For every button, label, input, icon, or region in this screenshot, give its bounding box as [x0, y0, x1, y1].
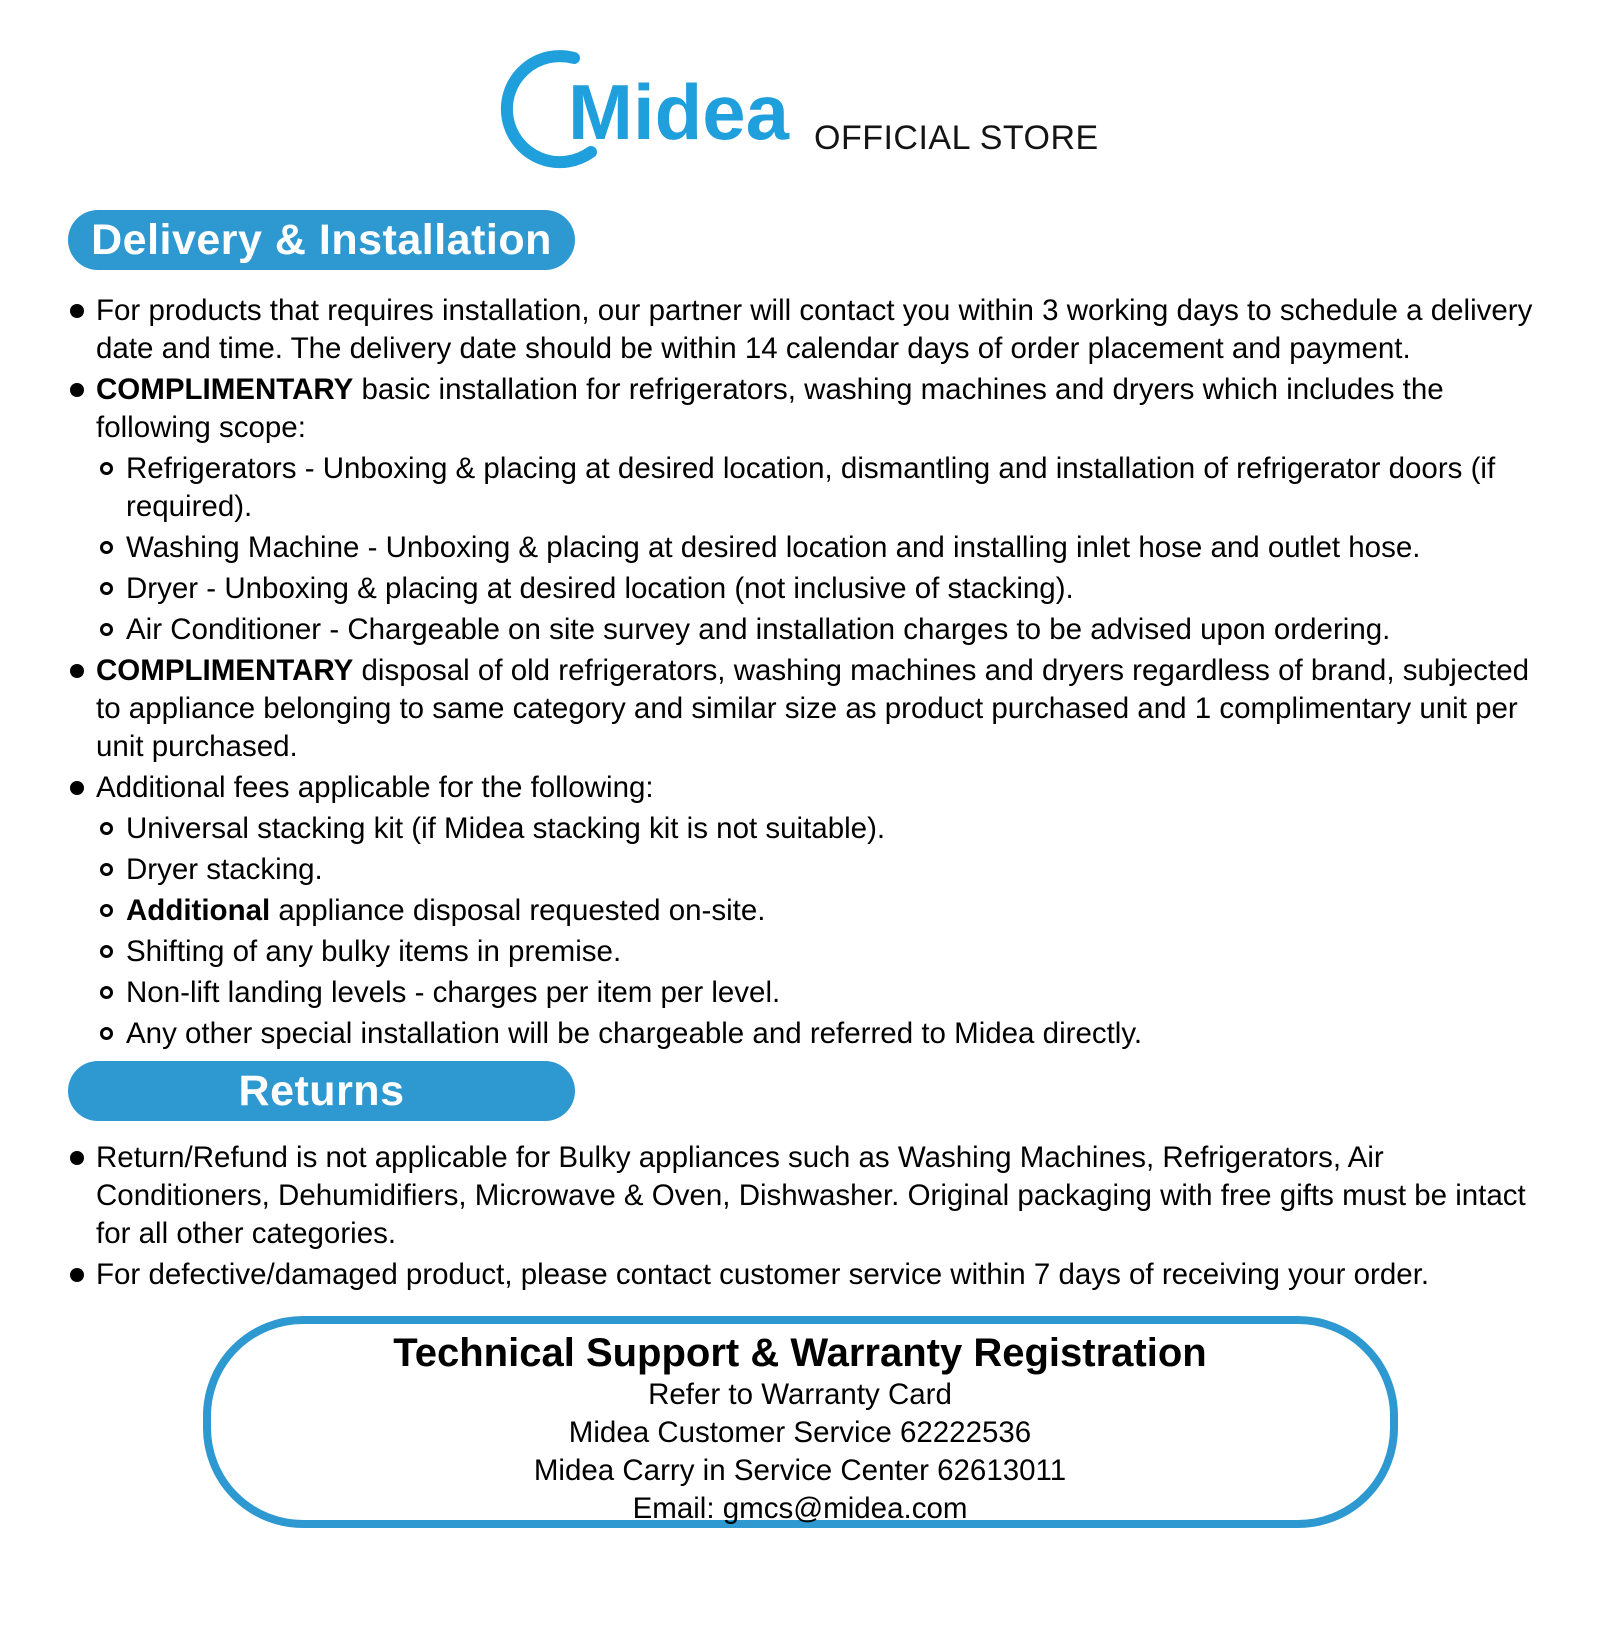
midea-wordmark: Midea	[567, 68, 789, 156]
list-item	[0, 1015, 1600, 1053]
sub-bullet-icon	[100, 462, 113, 475]
item-text: Universal stacking kit (if Midea stacking kit is not suitable).	[126, 812, 886, 845]
policy-content	[0, 210, 1600, 1528]
section-badge-delivery	[68, 210, 575, 270]
brand-header	[0, 38, 1600, 178]
section-badge-returns	[68, 1061, 575, 1121]
midea-logo	[498, 38, 1103, 178]
item-text: Any other special installation will be chargeable and referred to Midea directly.	[126, 1017, 1143, 1050]
item-text: Air Conditioner - Chargeable on site survey and installation charges to be advised upon ordering.	[126, 613, 1391, 646]
item-text: Additional fees applicable for the following:	[96, 771, 654, 804]
sub-bullet-icon	[100, 986, 113, 999]
list-item	[0, 851, 1600, 889]
item-text: COMPLIMENTARY disposal of old refrigerators, washing machines and dryers regardless of brand, subjected to appliance belonging to same category and similar size as product purchased and 1 complimentary unit per unit purchased.	[96, 654, 1530, 763]
support-title: Technical Support & Warranty Registration	[393, 1331, 1207, 1375]
item-text: Refrigerators - Unboxing & placing at desired location, dismantling and installation of refrigerator doors (if required).	[126, 452, 1496, 523]
item-text: Shifting of any bulky items in premise.	[126, 935, 622, 968]
official-store-label: OFFICIAL STORE	[813, 119, 1099, 157]
list-item	[0, 974, 1600, 1012]
sub-bullet-icon	[100, 945, 113, 958]
list-item	[0, 1256, 1600, 1294]
list-item	[0, 371, 1600, 447]
support-lines	[211, 1376, 1390, 1528]
bullet-icon	[70, 304, 84, 318]
list-item	[0, 933, 1600, 971]
list-item	[0, 611, 1600, 649]
sub-bullet-icon	[100, 863, 113, 876]
list-item	[0, 769, 1600, 807]
list-item	[0, 450, 1600, 526]
delivery-list	[0, 292, 1600, 1053]
item-text: COMPLIMENTARY basic installation for refrigerators, washing machines and dryers which includes the following scope:	[96, 373, 1444, 444]
bullet-icon	[70, 1151, 84, 1165]
item-text: For products that requires installation, our partner will contact you within 3 working days to schedule a delivery date and time. The delivery date should be within 14 calendar days of order placement and payment.	[96, 294, 1533, 365]
bullet-icon	[70, 1268, 84, 1282]
list-item	[0, 652, 1600, 766]
item-text: For defective/damaged product, please contact customer service within 7 days of receiving your order.	[96, 1258, 1430, 1291]
sub-bullet-icon	[100, 541, 113, 554]
section-title-delivery: Delivery & Installation	[91, 216, 552, 264]
item-text: Washing Machine - Unboxing & placing at desired location and installing inlet hose and outlet hose.	[126, 531, 1421, 564]
section-title-returns: Returns	[238, 1067, 405, 1115]
sub-bullet-icon	[100, 1027, 113, 1040]
item-text: Additional appliance disposal requested on-site.	[126, 894, 766, 927]
support-box	[203, 1316, 1398, 1528]
sub-bullet-icon	[100, 822, 113, 835]
sub-bullet-icon	[100, 904, 113, 917]
sub-bullet-icon	[100, 582, 113, 595]
returns-list	[0, 1139, 1600, 1294]
item-text: Return/Refund is not applicable for Bulky appliances such as Washing Machines, Refrigerators, Air Conditioners, Dehumidifiers, Microwave & Oven, Dishwasher. Original packaging with free gifts must be intact for all other categories.	[96, 1141, 1526, 1250]
support-line: Refer to Warranty Card	[648, 1378, 952, 1411]
bullet-icon	[70, 664, 84, 678]
support-line: Midea Carry in Service Center 62613011	[533, 1454, 1067, 1487]
bullet-icon	[70, 383, 84, 397]
item-text: Dryer stacking.	[126, 853, 323, 886]
bullet-icon	[70, 781, 84, 795]
support-line: Midea Customer Service 62222536	[568, 1416, 1032, 1449]
list-item	[0, 810, 1600, 848]
item-text: Dryer - Unboxing & placing at desired location (not inclusive of stacking).	[126, 572, 1074, 605]
support-line: Email: gmcs@midea.com	[632, 1492, 968, 1525]
list-item	[0, 292, 1600, 368]
list-item	[0, 570, 1600, 608]
list-item	[0, 892, 1600, 930]
sub-bullet-icon	[100, 623, 113, 636]
list-item	[0, 529, 1600, 567]
item-text: Non-lift landing levels - charges per item per level.	[126, 976, 781, 1009]
list-item	[0, 1139, 1600, 1253]
